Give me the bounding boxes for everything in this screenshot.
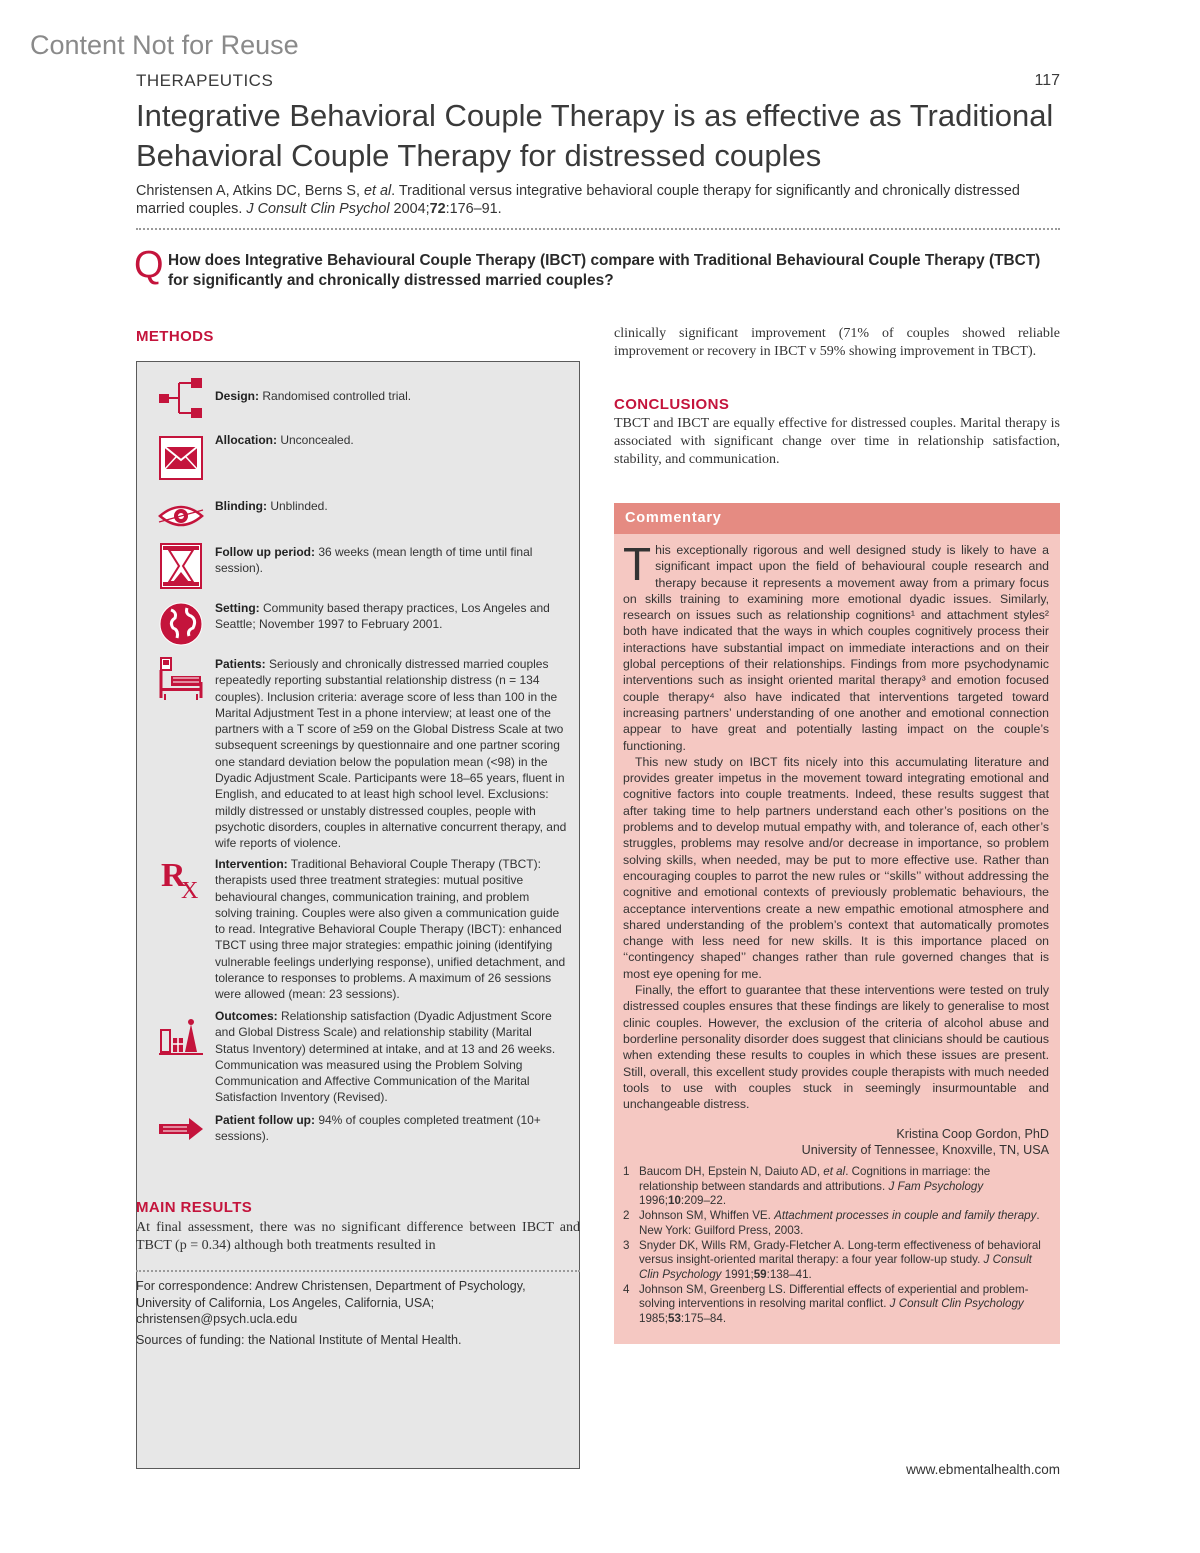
conclusions-heading: CONCLUSIONS [614,396,730,413]
reference-item: 3 Snyder DK, Wills RM, Grady-Fletcher A. Long-term effectiveness of behavioral versus insight-oriented marital therapy: a four year follow-up study. J Consult Clin Psychology 1991;59:138–41. [623,1238,1041,1281]
dotted-divider [136,1270,580,1272]
commentary-author [623,1126,1049,1158]
citation-volume: 72 [429,201,446,217]
outcomes-icon [157,1010,205,1058]
flowchart-icon [157,374,205,422]
citation-pages: :176–91. [445,201,502,217]
hospital-bed-icon [157,654,205,702]
page-number: 117 [1034,72,1060,89]
citation [136,182,1060,218]
author-affiliation: University of Tennessee, Knoxville, TN, USA [801,1143,1049,1157]
reference-item: 4 Johnson SM, Greenberg LS. Differential effects of experiential and problem-solving interventions in resolving marital conflict. J Consult Clin Psychology 1985;53:175–84. [623,1282,1029,1326]
methods-text-patient-follow-up: Patient follow up: 94% of couples completed treatment (10+ sessions). [215,1113,541,1144]
citation-year: 2004; [389,201,430,217]
reference-item: 2 Johnson SM, Whiffen VE. Attachment processes in couple and family therapy. New York: Guilford Press, 2003. [623,1209,1040,1237]
methods-text-allocation: Allocation: Unconcealed. [215,433,354,447]
commentary-paragraph: This exceptionally rigorous and well designed study is likely to have a significant impact upon the field of behavioural couple research and therapy because it represents a movement away from a primary focus on skills training to examining more emotional dyadic issues. Similarly, research on issues such as relationship cognitions¹ and attachment styles² both have indicated that the ways in which couples cognitively process their interactions have substantial impact on immediate interactions and on their global perceptions of their relationships. Findings from more psychodynamic interventions such as insight oriented marital therapy³ and emotion focused couple therapy⁴ also have indicated that interventions targeted toward increasing partners’ understanding of one another and emotional connection appear to have great and potentially lasting impact on the couple’s functioning. [623,538,1049,753]
methods-text-design: Design: Randomised controlled trial. [215,389,412,403]
main-results-heading: MAIN RESULTS [136,1199,253,1216]
commentary-heading: Commentary [625,510,722,526]
svg-text:R: R [161,857,186,894]
svg-text:X: X [181,878,199,902]
citation-title: . Traditional versus integrative behavioral couple therapy for significantly and chronically distressed married couples. [136,183,1020,217]
citation-journal: J Consult Clin Psychol [246,201,390,217]
citation-authors: Christensen A, Atkins DC, Berns S, [136,183,364,199]
drop-cap: T [623,538,652,590]
watermark: Content Not for Reuse [30,30,299,60]
footer-url: www.ebmentalhealth.com [906,1462,1060,1477]
methods-text-outcomes: Outcomes: Relationship satisfaction (Dyadic Adjustment Score and Global Distress Scale) and relationship stability (Marital Status Inventory) determined at intake, and at 13 and 26 weeks. Communication was measured using the Problem Solving Communication and Affective Communication of the Marital Satisfaction Inventory (Revised). [215,1009,556,1105]
citation-et-al: et al [363,183,392,199]
clinical-question: How does Integrative Behavioural Couple Therapy (IBCT) compare with Traditional Behavioural Couple Therapy (TBCT) for significantly and chronically distressed married couples? [168,252,1041,289]
article-title: Integrative Behavioral Couple Therapy is as effective as Traditional Behavioral Couple Therapy for distressed couples [136,98,1054,173]
commentary-paragraph: Finally, the effort to guarantee that these interventions were tested on truly distressed couples ensures that these findings are likely to generalise to most clinic couples. However, the exclusion of the criteria of alcohol abuse and borderline personality disorder does suggest that clinicians should be cautious when extending these results to couples in which these issues are present. Still, overall, this excellent study provides couple therapists with much needed tools to use with couples stuck in seemingly insurmountable and unchangeable distress. [623,983,1049,1112]
eye-icon [157,492,205,540]
author-name: Kristina Coop Gordon, PhD [896,1127,1049,1141]
commentary-body [623,538,1049,1112]
question-icon: Q [134,244,164,286]
section-label: THERAPEUTICS [136,71,274,90]
arrow-icon [157,1110,205,1158]
methods-text-patients: Patients: Seriously and chronically distressed married couples repeatedly reporting substantial relationship distress (n = 134 couples). Inclusion criteria: average score of less than 100 in the Marital Adjustment Test in a phone interview; at least one of the partners with a T score of ≥59 on the Global Distress Scale at two subsequent screenings by questionnaire and one partner scoring one standard deviation below the population mean (<98) in the Dyadic Adjustment Scale. Participants were 18–65 years, fluent in English, and educated to at least high school level. Exclusions: mildly distressed or unstably distressed couples, people with psychotic disorders, couples in alternative concurrent therapy, and wife reports of violence. [215,657,567,851]
rx-icon [157,854,205,902]
reference-list [623,1165,1049,1327]
funding: Sources of funding: the National Institute of Mental Health. [136,1333,462,1347]
globe-icon [157,600,205,648]
hourglass-icon [157,542,205,590]
methods-heading: METHODS [136,328,214,345]
main-results-continuation: clinically significant improvement (71% of couples showed reliable improvement or recovery in IBCT v 59% showing improvement in TBCT). [614,326,1060,359]
methods-text-follow-up: Follow up period: 36 weeks (mean length of time until final session). [215,545,533,576]
conclusions-text: TBCT and IBCT are equally effective for distressed couples. Marital therapy is associated with significant change over time in relationship satisfaction, stability, and communication. [614,416,1060,467]
correspondence: For correspondence: Andrew Christensen, Department of Psychology, University of California, Los Angeles, California, USA; christensen@psych.ucla.edu [136,1279,526,1326]
methods-text-blinding: Blinding: Unblinded. [215,499,328,513]
commentary-paragraph: This new study on IBCT fits nicely into this accumulating literature and provides greater impetus in the movement toward integrating emotional and cognitive factors into couple treatments. Indeed, these results suggest that after taking time to help partners understand each other’s positions on the problems and to develop mutual empathy with, and tolerance of, each other’s struggles, problems may resolve and/or decrease in importance, so problem solving skills, when needed, may be put to more effective use. Rather than encouraging couples to parrot the new rules or ‘‘skills’’ without addressing the cognitive and emotional contexts of previously problematic behaviours, the acceptance interventions create a new empathic emotional atmosphere and shared understanding of the problem’s context that automatically promotes change with less need for new skills. It is this importance placed on ‘‘contingency shaped’’ changes rather than rule governed changes that is most eye opening for me. [623,754,1049,981]
main-results-text: At final assessment, there was no significant difference between IBCT and TBCT (p = 0.34) although both treatments resulted in [136,1220,580,1253]
methods-text-intervention: Intervention: Traditional Behavioral Couple Therapy (TBCT): therapists used three treatment strategies: mutual positive behavioural changes, communication training, and problem solving training. Couples were also given a communication guide to read. Integrative Behavioral Couple Therapy (IBCT): enhanced TBCT using three major strategies: empathic joining (identifying vulnerable feelings underlying response), unified detachment, and tolerance to responses to problems. A maximum of 26 sessions were allowed (mean: 23 sessions). [215,857,566,1002]
envelope-icon [157,434,205,482]
methods-text-setting: Setting: Community based therapy practices, Los Angeles and Seattle; November 1997 to February 2001. [215,601,550,632]
dotted-divider [136,228,1060,230]
reference-item: 1 Baucom DH, Epstein N, Daiuto AD, et al. Cognitions in marriage: the relationship between standards and attributions. J Fam Psychology 1996;10:209–22. [623,1165,991,1208]
